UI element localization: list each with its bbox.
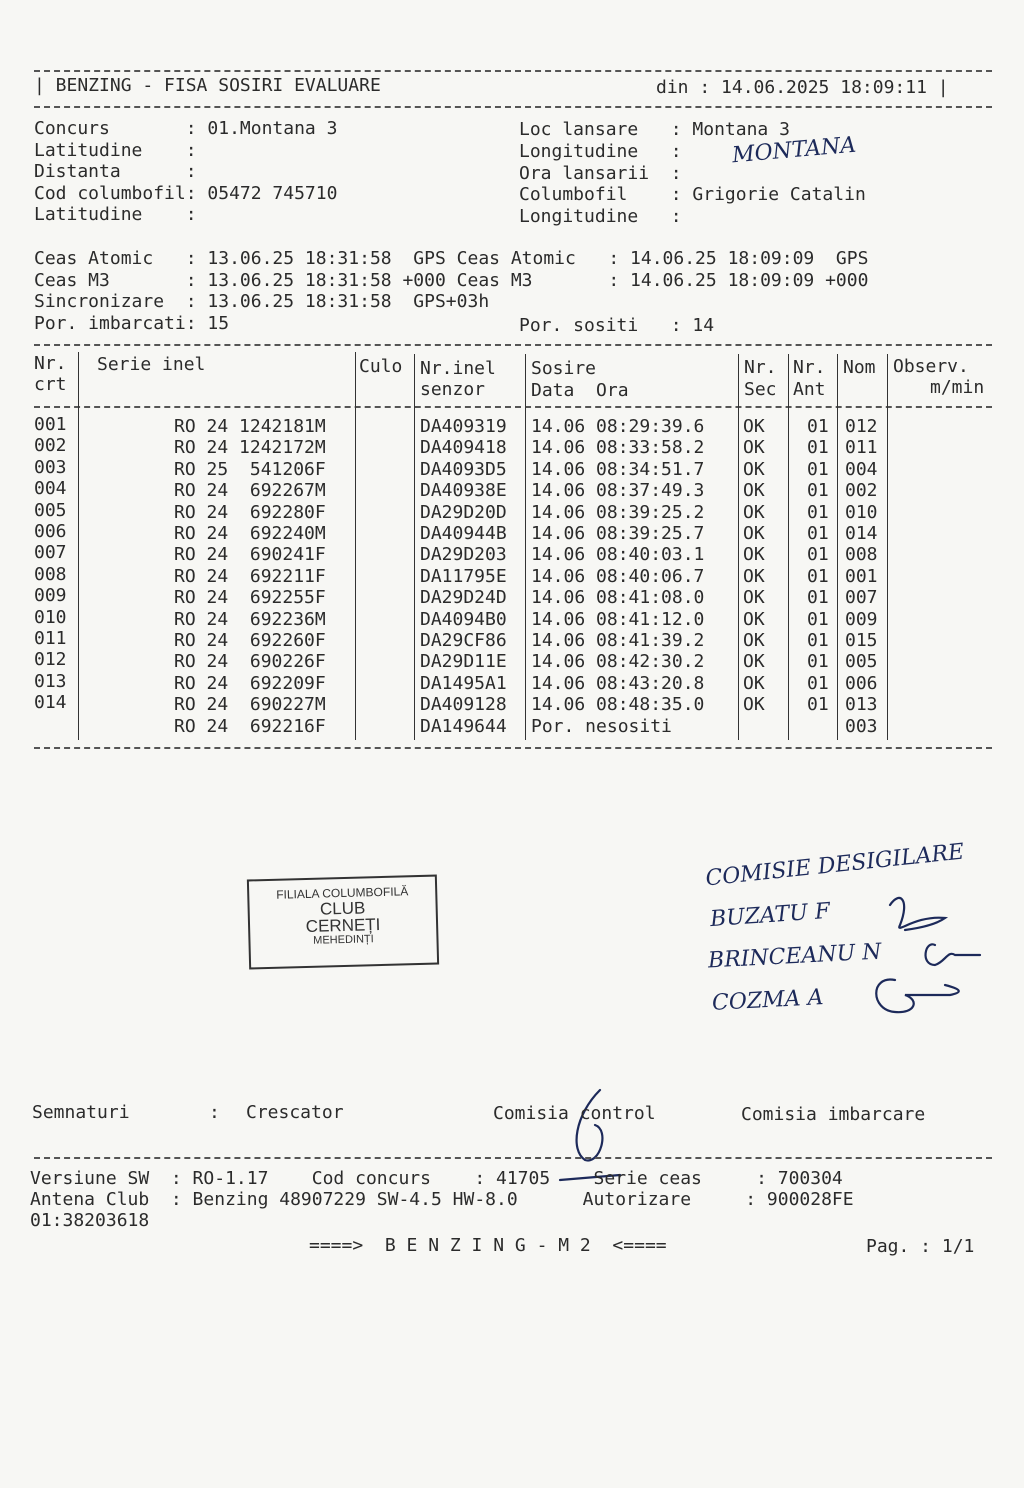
cell-senzor: DA29D20D [420, 501, 507, 523]
table-row [0, 478, 1024, 504]
clock-m3: Ceas M3 : 13.06.25 18:31:58 +000 Ceas M3 : 14.06.25 18:09:09 +000 [34, 270, 869, 291]
cell-sec: OK [743, 608, 765, 630]
col-crt: crt [34, 374, 67, 395]
col-nr-sec: Nr. [744, 357, 777, 378]
cell-sec: OK [743, 416, 765, 437]
handwritten-member-1: BUZATU F [709, 898, 831, 933]
cell-sec: OK [743, 544, 765, 566]
cell-ant: 01 [807, 480, 829, 502]
col-data-ora: Data Ora [531, 380, 629, 401]
cell-ant: 01 [807, 501, 829, 523]
signature-crescator: Crescator [246, 1102, 344, 1123]
cell-crt: 008 [34, 563, 67, 585]
cell-sosire: 14.06 08:43:20.8 [531, 672, 705, 694]
handwritten-member-2: BRINCEANU N [707, 939, 883, 974]
cell-crt: 014 [34, 692, 67, 714]
cell-sosire: 14.06 08:33:58.2 [531, 437, 705, 459]
divider [34, 747, 992, 749]
cell-serie: RO 24 1242172M [174, 437, 326, 459]
cell-crt: 001 [34, 414, 67, 435]
cell-ant: 01 [807, 416, 829, 437]
cell-crt: 007 [34, 542, 67, 564]
info-loc-lansare: Loc lansare : Montana 3 [519, 119, 790, 140]
cell-nom: 005 [845, 651, 878, 673]
cell-ant: 01 [807, 694, 829, 716]
cell-sec: OK [743, 565, 765, 587]
cell-serie: RO 24 692260F [174, 630, 326, 651]
handwritten-montana: MONTANA [731, 132, 858, 169]
cell-sec: OK [743, 458, 765, 480]
table-row [0, 606, 1024, 633]
col-culo: Culo [359, 356, 403, 377]
cell-crt: 004 [34, 478, 67, 500]
table-row [0, 435, 1024, 461]
signature-comisia-control: Comisia control [493, 1103, 656, 1124]
handwritten-comisie: COMISIE DESIGILARE [704, 839, 966, 892]
cell-ant: 01 [807, 437, 829, 459]
cell-sec: OK [743, 480, 765, 502]
cell-sosire: 14.06 08:40:03.1 [531, 544, 705, 566]
cell-sosire: 14.06 08:40:06.7 [531, 565, 705, 587]
cell-senzor: DA40944B [420, 523, 507, 544]
cell-sec: OK [743, 523, 765, 544]
table-row [0, 542, 1024, 568]
table-row [0, 649, 1024, 675]
pigeons-arrived: Por. sositi : 14 [519, 315, 715, 336]
table-row [0, 499, 1024, 526]
cell-nom: 011 [845, 437, 878, 459]
cell-ant: 01 [807, 458, 829, 480]
cell-ant: 01 [807, 565, 829, 587]
cell-ant: 01 [807, 608, 829, 630]
info-columbofil: Columbofil : Grigorie Catalin [519, 184, 866, 205]
footer-brand: ====> B E N Z I N G - M 2 <==== [309, 1235, 667, 1256]
cell-sosire: Por. nesositi [531, 715, 672, 737]
info-longitudine-2: Longitudine : [519, 206, 682, 227]
cell-ant: 01 [807, 630, 829, 651]
cell-sosire: 14.06 08:41:39.2 [531, 630, 705, 651]
signatures-sep: : [209, 1102, 220, 1123]
cell-nom: 004 [845, 458, 878, 480]
cell-senzor: DA40938E [420, 480, 507, 502]
cell-serie: RO 24 692209F [174, 672, 326, 694]
cell-crt: 010 [34, 606, 67, 628]
cell-sec: OK [743, 501, 765, 523]
info-latitudine: Latitudine : [34, 140, 197, 161]
cell-senzor: DA29D11E [420, 651, 507, 673]
divider [34, 70, 992, 72]
stamp-line-4: MEHEDINȚI [313, 933, 374, 948]
cell-sosire: 14.06 08:37:49.3 [531, 480, 705, 502]
info-ora-lansarii: Ora lansarii : [519, 163, 682, 184]
cell-serie: RO 24 690227M [174, 694, 326, 716]
cell-senzor: DA409418 [420, 437, 507, 459]
table-row [0, 414, 1024, 440]
col-nom: Nom [843, 357, 876, 378]
table-row [0, 563, 1024, 590]
signature-1 [890, 898, 945, 930]
signatures-label: Semnaturi [32, 1102, 130, 1123]
cell-crt: 011 [34, 628, 67, 649]
cell-senzor: DA1495A1 [420, 672, 507, 694]
cell-senzor: DA11795E [420, 565, 507, 587]
clock-sync: Sincronizare : 13.06.25 18:31:58 GPS+03h [34, 291, 490, 312]
col-nr-ant: Nr. [793, 357, 826, 378]
club-stamp [247, 875, 439, 970]
cell-ant: 01 [807, 672, 829, 694]
footer-version: Versiune SW : RO-1.17 Cod concurs : 41705 Serie ceas : 700304 [30, 1168, 843, 1189]
table-row [0, 715, 1024, 740]
cell-senzor: DA4094B0 [420, 608, 507, 630]
info-cod-columbofil: Cod columbofil: 05472 745710 [34, 183, 338, 204]
table-row [0, 456, 1024, 483]
col-observ: Observ. [893, 356, 969, 377]
cell-sosire: 14.06 08:34:51.7 [531, 458, 705, 480]
cell-sec: OK [743, 694, 765, 716]
cell-senzor: DA29D203 [420, 544, 507, 566]
cell-serie: RO 24 690241F [174, 544, 326, 566]
signature-2 [926, 944, 980, 965]
cell-nom: 008 [845, 544, 878, 566]
cell-nom: 002 [845, 480, 878, 502]
cell-sec: OK [743, 651, 765, 673]
cell-senzor: DA29D24D [420, 587, 507, 609]
cell-serie: RO 24 690226F [174, 651, 326, 673]
info-latitudine-2: Latitudine : [34, 204, 197, 225]
stamp-line-3: CERNEȚI [305, 915, 381, 937]
cell-nom: 010 [845, 501, 878, 523]
cell-sosire: 14.06 08:29:39.6 [531, 416, 705, 437]
col-serie: Serie inel [97, 354, 206, 375]
divider [34, 406, 992, 408]
cell-nom: 014 [845, 523, 878, 544]
col-nr: Nr. [34, 353, 67, 374]
cell-crt: 002 [34, 435, 67, 457]
cell-sosire: 14.06 08:39:25.2 [531, 501, 705, 523]
cell-nom: 001 [845, 565, 878, 587]
cell-sosire: 14.06 08:42:30.2 [531, 651, 705, 673]
cell-nom: 006 [845, 672, 878, 694]
cell-nom: 007 [845, 587, 878, 609]
info-distanta: Distanta : [34, 161, 197, 182]
cell-ant: 01 [807, 544, 829, 566]
divider [34, 1157, 992, 1159]
cell-senzor: DA409319 [420, 416, 507, 437]
cell-nom: 013 [845, 694, 878, 716]
cell-serie: RO 24 692236M [174, 608, 326, 630]
cell-serie: RO 24 692216F [174, 715, 326, 737]
cell-senzor: DA409128 [420, 694, 507, 716]
col-sec: Sec [744, 379, 777, 400]
cell-senzor: DA149644 [420, 715, 507, 737]
col-m-min: m/min [930, 377, 985, 398]
cell-sosire: 14.06 08:39:25.7 [531, 523, 705, 544]
cell-crt: 012 [34, 649, 67, 671]
cell-nom: 009 [845, 608, 878, 630]
sheet-title: | BENZING - FISA SOSIRI EVALUARE [34, 75, 381, 96]
col-sosire: Sosire [531, 358, 597, 379]
col-ant: Ant [793, 379, 826, 400]
cell-sec: OK [743, 672, 765, 694]
signature-3 [876, 980, 959, 1013]
cell-sec: OK [743, 587, 765, 609]
cell-sec: OK [743, 630, 765, 651]
cell-crt: 003 [34, 456, 67, 478]
stamp-line-2: CLUB [319, 898, 366, 919]
col-inel: Nr.inel [420, 358, 496, 379]
table-row [0, 521, 1024, 547]
cell-serie: RO 24 1242181M [174, 416, 326, 437]
cell-senzor: DA29CF86 [420, 630, 507, 651]
info-longitudine: Longitudine : [519, 141, 682, 162]
cell-crt: 005 [34, 499, 67, 521]
cell-serie: RO 24 692240M [174, 523, 326, 544]
signature-control [577, 1090, 603, 1160]
pigeons-embarked: Por. imbarcati: 15 [34, 313, 230, 334]
cell-ant: 01 [807, 523, 829, 544]
footer-page: Pag. : 1/1 [866, 1236, 975, 1257]
table-row [0, 628, 1024, 654]
table-row [0, 585, 1024, 611]
info-concurs: Concurs : 01.Montana 3 [34, 118, 338, 139]
cell-crt: 013 [34, 670, 67, 692]
cell-sosire: 14.06 08:41:08.0 [531, 587, 705, 609]
cell-ant: 01 [807, 651, 829, 673]
cell-serie: RO 25 541206F [174, 458, 326, 480]
cell-sosire: 14.06 08:41:12.0 [531, 608, 705, 630]
cell-crt: 009 [34, 585, 67, 607]
divider [34, 344, 992, 346]
cell-serie: RO 24 692211F [174, 565, 326, 587]
cell-crt: 006 [34, 521, 67, 542]
table-row [0, 692, 1024, 718]
cell-ant: 01 [807, 587, 829, 609]
signature-comisia-imbarcare: Comisia imbarcare [741, 1104, 926, 1125]
clock-atomic: Ceas Atomic : 13.06.25 18:31:58 GPS Ceas Atomic : 14.06.25 18:09:09 GPS [34, 248, 869, 269]
stamp-line-1: FILIALA COLUMBOFILĂ [276, 884, 409, 902]
cell-sec: OK [743, 437, 765, 459]
cell-senzor: DA4093D5 [420, 458, 507, 480]
sheet-datetime: din : 14.06.2025 18:09:11 | [656, 77, 949, 98]
cell-sosire: 14.06 08:48:35.0 [531, 694, 705, 716]
cell-nom: 012 [845, 416, 878, 437]
cell-serie: RO 24 692255F [174, 587, 326, 609]
divider [34, 106, 992, 108]
table-row [0, 670, 1024, 697]
cell-nom: 015 [845, 630, 878, 651]
handwritten-member-3: COZMA A [711, 985, 825, 1016]
footer-code: 01:38203618 [30, 1210, 150, 1231]
cell-serie: RO 24 692280F [174, 501, 326, 523]
footer-antenna: Antena Club : Benzing 48907229 SW-4.5 HW-8.0 Autorizare : 900028FE [30, 1189, 854, 1210]
col-senzor: senzor [420, 379, 486, 400]
cell-serie: RO 24 692267M [174, 480, 326, 502]
cell-nom: 003 [845, 715, 878, 737]
